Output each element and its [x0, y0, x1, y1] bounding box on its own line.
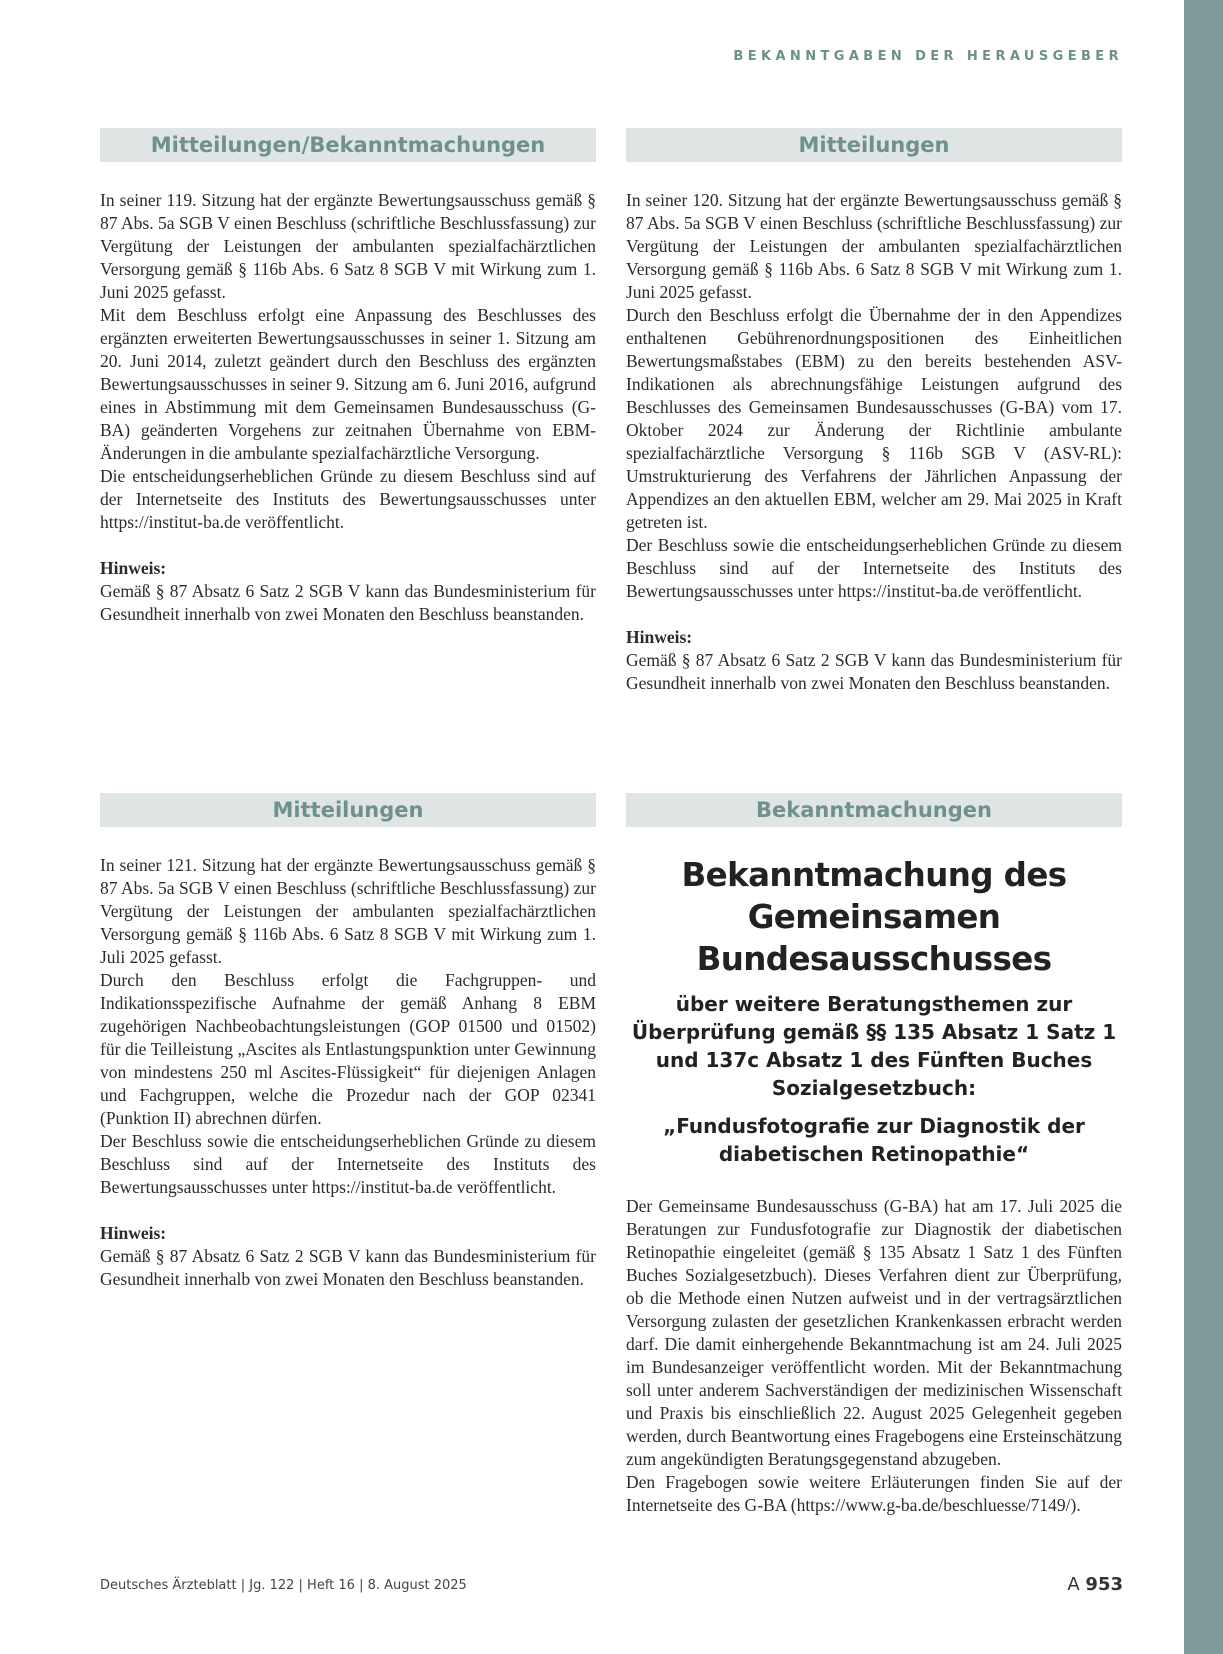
note-text: Gemäß § 87 Absatz 6 Satz 2 SGB V kann das Bundesministerium für Gesundheit innerhalb von zwei Monaten den Beschluss beanstanden.	[100, 581, 596, 624]
body-paragraph: Der Gemeinsame Bundesausschuss (G-BA) hat am 17. Juli 2025 die Beratungen zur Fundusfotografie zur Diagnostik der diabetischen Retinopathie eingeleitet (gemäß § 135 Absatz 1 Satz 1 des Fünften Buches Sozialgesetzbuch). Dieses Verfahren dient zur Überprüfung, ob die Methode einen Nutzen aufweist und in der vertragsärztlichen Versorgung zulasten der gesetzlichen Krankenkassen erbracht werden darf. Die damit einhergehende Bekanntmachung ist am 24. Juli 2025 im Bundesanzeiger veröffentlicht worden. Mit der Bekanntmachung soll unter anderem Sachverständigen der medizinischen Wissenschaft und Praxis bis einschließlich 22. August 2025 Gelegenheit gegeben werden, durch Beantwortung eines Fragebogens eine Ersteinschätzung zum angekündigten Beratungsgegenstand abzugeben.	[626, 1196, 1122, 1469]
note-label: Hinweis:	[100, 1223, 167, 1243]
side-color-strip	[1184, 0, 1223, 1654]
section-top-right	[626, 128, 1122, 695]
section-header: Mitteilungen/Bekanntmachungen	[100, 128, 596, 162]
section-bottom-left	[100, 793, 596, 1291]
section-top-left	[100, 128, 596, 626]
body-paragraph: Der Beschluss sowie die entscheidungserheblichen Gründe zu diesem Beschluss sind auf der Internetseite des Instituts des Bewertungsausschusses unter https://institut-ba.de veröffentlicht.	[626, 535, 1122, 601]
page-number: 953	[1085, 1574, 1123, 1595]
note-label: Hinweis:	[100, 558, 167, 578]
announcement-topic: „Fundusfotografie zur Diagnostik der diabetischen Retinopathie“	[663, 1114, 1085, 1166]
section-header: Mitteilungen	[626, 128, 1122, 162]
body-paragraph: Durch den Beschluss erfolgt die Fachgruppen- und Indikationsspezifische Aufnahme der gemäß Anhang 8 EBM zugehörigen Nachbeobachtungsleistungen (GOP 01500 und 01502) für die Teilleistung „Ascites als Entlastungspunktion unter Gewinnung von mindestens 250 ml Ascites-Flüssigkeit“ für diejenigen Anlagen und Fachgruppen, welche die Prozedur nach der GOP 02341 (Punktion II) abrechnen dürfen.	[100, 970, 596, 1128]
footer-page	[1067, 1574, 1123, 1595]
body-paragraph: Durch den Beschluss erfolgt die Übernahme der in den Appendizes enthaltenen Gebührenordnungspositionen des Einheitlichen Bewertungsmaßstabes (EBM) zu den bereits bestehenden ASV-Indikationen als abrechnungsfähige Leistungen aufgrund des Beschlusses des Gemeinsamen Bundesausschusses (G-BA) vom 17. Oktober 2024 zur Änderung der Richtlinie ambulante spezialfachärztliche Versorgung § 116b SGB V (ASV-RL): Umstrukturierung des Verfahrens der Jährlichen Anpassung der Appendizes an den aktuellen EBM, welcher am 29. Mai 2025 in Kraft getreten ist.	[626, 305, 1122, 532]
body-paragraph: Die entscheidungserheblichen Gründe zu diesem Beschluss sind auf der Internetseite des Instituts des Bewertungsausschusses unter https://institut-ba.de veröffentlicht.	[100, 466, 596, 532]
note-text: Gemäß § 87 Absatz 6 Satz 2 SGB V kann das Bundesministerium für Gesundheit innerhalb von zwei Monaten den Beschluss beanstanden.	[100, 1246, 596, 1289]
body-paragraph: In seiner 121. Sitzung hat der ergänzte Bewertungsausschuss gemäß § 87 Abs. 5a SGB V einen Beschluss (schriftliche Beschlussfassung) zur Vergütung der Leistungen der ambulanten spezialfachärztlichen Versorgung gemäß § 116b Abs. 6 Satz 8 SGB V mit Wirkung zum 1. Juli 2025 gefasst.	[100, 855, 596, 967]
body-paragraph: In seiner 119. Sitzung hat der ergänzte Bewertungsausschuss gemäß § 87 Abs. 5a SGB V einen Beschluss (schriftliche Beschlussfassung) zur Vergütung der Leistungen der ambulanten spezialfachärztlichen Versorgung gemäß § 116b Abs. 6 Satz 8 SGB V mit Wirkung zum 1. Juni 2025 gefasst.	[100, 190, 596, 302]
section-bottom-right	[626, 793, 1122, 1517]
page-prefix: A	[1067, 1574, 1080, 1595]
note-text: Gemäß § 87 Absatz 6 Satz 2 SGB V kann das Bundesministerium für Gesundheit innerhalb von zwei Monaten den Beschluss beanstanden.	[626, 650, 1122, 693]
announcement-title: Bekanntmachung des Gemeinsamen Bundesausschusses	[681, 856, 1067, 978]
note-label: Hinweis:	[626, 627, 693, 647]
body-paragraph: Mit dem Beschluss erfolgt eine Anpassung des Beschlusses des ergänzten erweiterten Bewertungsausschusses in seiner 1. Sitzung am 20. Juni 2014, zuletzt geändert durch den Beschluss des ergänzten Bewertungsausschusses in seiner 9. Sitzung am 6. Juni 2016, aufgrund eines in Abstimmung mit dem Gemeinsamen Bundesausschuss (G-BA) geänderten Vorgehens zur zeitnahen Übernahme von EBM-Änderungen in die ambulante spezialfachärztliche Versorgung.	[100, 305, 596, 463]
section-header: Bekanntmachungen	[626, 793, 1122, 827]
running-head: BEKANNTGABEN DER HERAUSGEBER	[733, 49, 1123, 64]
announcement-subtitle: über weitere Beratungsthemen zur Überprüfung gemäß §§ 135 Absatz 1 Satz 1 und 137c Absatz 1 des Fünften Buches Sozialgesetzbuch:	[631, 992, 1117, 1100]
body-paragraph: In seiner 120. Sitzung hat der ergänzte Bewertungsausschuss gemäß § 87 Abs. 5a SGB V einen Beschluss (schriftliche Beschlussfassung) zur Vergütung der Leistungen der ambulanten spezialfachärztlichen Versorgung gemäß § 116b Abs. 6 Satz 8 SGB V mit Wirkung zum 1. Juni 2025 gefasst.	[626, 190, 1122, 302]
body-paragraph: Den Fragebogen sowie weitere Erläuterungen finden Sie auf der Internetseite des G-BA (https://www.g-ba.de/beschluesse/7149/).	[626, 1472, 1122, 1515]
footer-citation: Deutsches Ärzteblatt | Jg. 122 | Heft 16 | 8. August 2025	[100, 1578, 467, 1593]
body-paragraph: Der Beschluss sowie die entscheidungserheblichen Gründe zu diesem Beschluss sind auf der Internetseite des Instituts des Bewertungsausschusses unter https://institut-ba.de veröffentlicht.	[100, 1131, 596, 1197]
section-header: Mitteilungen	[100, 793, 596, 827]
